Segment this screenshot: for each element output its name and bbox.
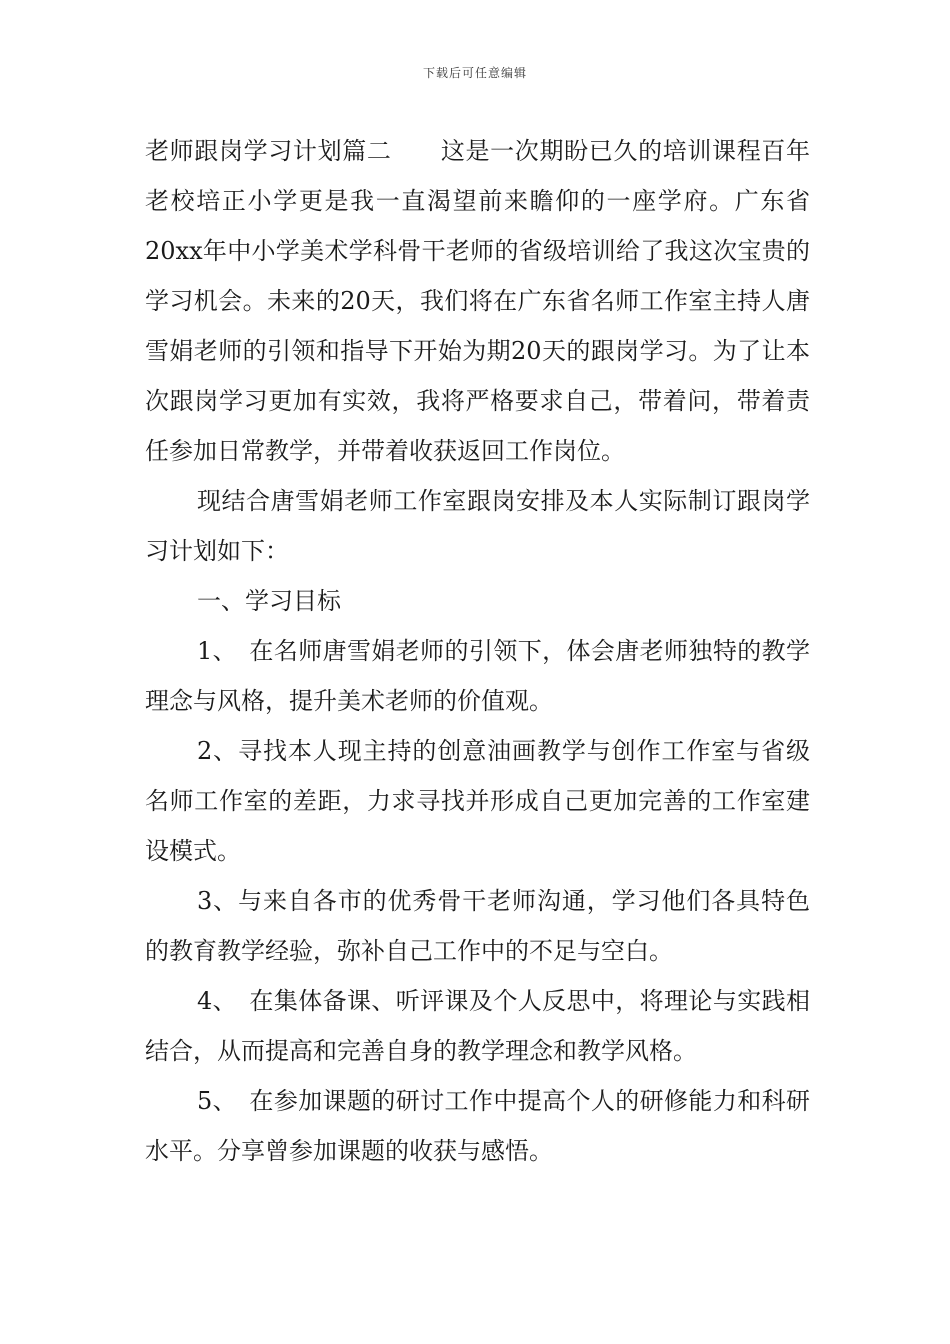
plan-intro-paragraph: 现结合唐雪娟老师工作室跟岗安排及本人实际制订跟岗学习计划如下： [145, 487, 810, 565]
goal-item-4: 4、 在集体备课、听评课及个人反思中，将理论与实践相结合，从而提高和完善自身的教学理念和教学风格。 [145, 987, 810, 1065]
download-note: 下载后可任意编辑 [422, 66, 527, 80]
goal-item-2: 2、寻找本人现主持的创意油画教学与创作工作室与省级名师工作室的差距，力求寻找并形成自己更加完善的工作室建设模式。 [145, 737, 810, 865]
goal-item-5: 5、 在参加课题的研讨工作中提高个人的研修能力和科研水平。分享曾参加课题的收获与感悟。 [145, 1087, 810, 1165]
goal-item-3: 3、与来自各市的优秀骨干老师沟通，学习他们各具特色的教育教学经验，弥补自己工作中的不足与空白。 [145, 887, 810, 965]
section-heading-goals: 一、学习目标 [197, 587, 341, 615]
goal-item-1: 1、 在名师唐雪娟老师的引领下，体会唐老师独特的教学理念与风格，提升美术老师的价值观。 [145, 637, 810, 715]
intro-paragraph: 老师跟岗学习计划篇二 这是一次期盼已久的培训课程百年老校培正小学更是我一直渴望前来瞻仰的一座学府。广东省20xx年中小学美术学科骨干老师的省级培训给了我这次宝贵的学习机会。未来的20天，我们将在广东省名师工作室主持人唐雪娟老师的引领和指导下开始为期20天的跟岗学习。为了让本次跟岗学习更加有实效，我将严格要求自己，带着问，带着责任参加日常教学，并带着收获返回工作岗位。 [145, 137, 810, 465]
document-body [145, 126, 810, 1176]
